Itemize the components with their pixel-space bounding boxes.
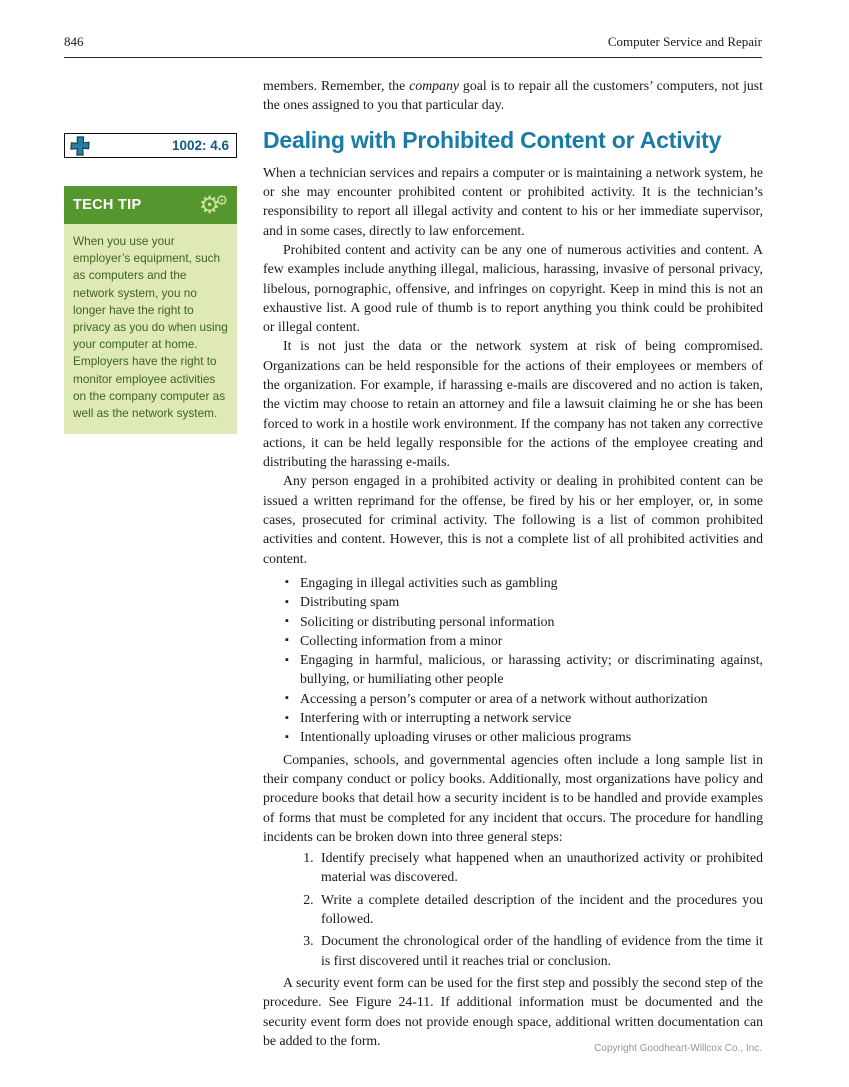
paragraph: When a technician services and repairs a computer or is maintaining a network system, he or she may encounter prohibited content or prohibited activity. It is the technician’s responsibility to report all illegal activity and content to his or her immediate supervisor, and in some cases, directly to law enforcement.	[263, 164, 763, 238]
running-head: Computer Service and Repair	[607, 34, 762, 49]
incident-steps-list	[299, 848, 763, 970]
gear-small-icon	[220, 193, 228, 209]
step-item: 2. Write a complete detailed description of the incident and the procedures you followed.	[317, 890, 763, 929]
bullet-item: ▪ Distributing spam	[285, 592, 763, 611]
cert-objective-label: 1002: 4.6	[171, 138, 229, 153]
paragraph: Any person engaged in a prohibited activity or dealing in prohibited content can be issued a written reprimand for the offense, be fired by his or her employer, or, in some cases, prosecuted for criminal activity. The following is a list of common prohibited activities and content. However, this is not a complete list of all prohibited activities and content.	[263, 473, 763, 566]
paragraph: A security event form can be used for the first step and possibly the second step of the procedure. See Figure 24-11. If additional information must be documented and the security event form does not provide enough space, additional written documentation can be added to the form.	[263, 974, 763, 1048]
main-text-column	[263, 76, 763, 1050]
step-item: 3. Document the chronological order of the handling of evidence from the time it is first discovered until it reaches trial or conclusion.	[317, 931, 763, 970]
bullet-item: ▪ Accessing a person’s computer or area of a network without authorization	[285, 689, 763, 708]
paragraph: Prohibited content and activity can be any one of numerous activities and content. A few examples include anything illegal, malicious, harassing, invasive of personal privacy, libelous, pornographic, offensive, and infringes on copyright. Keep in mind this is not an exhaustive list. A good rule of thumb is to report anything you think could be prohibited or illegal content.	[263, 241, 763, 335]
tech-tip-body: When you use your employer’s equipment, such as computers and the network system, you no longer have the right to privacy as you do when using your computer at home. Employers have the right to monitor employee activities on the company computer as well as the network system.	[64, 224, 237, 434]
step-item: 1. Identify precisely what happened when an unauthorized activity or prohibited material was discovered.	[317, 848, 763, 887]
sidebar	[64, 133, 237, 434]
plus-icon	[69, 136, 91, 156]
section-heading: Dealing with Prohibited Content or Activity	[263, 126, 722, 153]
page-footer	[64, 1043, 762, 1054]
paragraph-continuation	[263, 76, 763, 115]
bullet-item: ▪ Soliciting or distributing personal information	[285, 612, 763, 631]
page-number: 846	[64, 34, 84, 49]
paragraph: Companies, schools, and governmental agencies often include a long sample list in their company conduct or policy books. Additionally, most organizations have policy and procedure books that detail how a security incident is to be handled and provide examples of forms that must be completed for any incident that occurs. The procedure for handling incidents can be broken down into three general steps:	[263, 751, 763, 844]
cert-objective-badge	[64, 133, 237, 158]
tech-tip-box	[64, 186, 237, 434]
paragraph: It is not just the data or the network system at risk of being compromised. Organizations can be held responsible for the actions of their employees or members of the organization. For example, if harassing e-mails are discovered and no action is taken, the victim may choose to retain an attorney and file a lawsuit claiming he or she has been forced to work in a hostile work environment. If the company has not taken any corrective actions, it can be held legally responsible for the actions of the employee creating and distributing the harassing e-mails.	[263, 338, 763, 470]
bullet-item: ▪ Interfering with or interrupting a network service	[285, 708, 763, 727]
intro-emphasis: company	[409, 78, 459, 93]
bullet-item: ▪ Engaging in harmful, malicious, or harassing activity; or discriminating against, bullying, or humiliating other people	[285, 650, 763, 689]
bullet-item: ▪ Collecting information from a minor	[285, 631, 763, 650]
intro-text: members. Remember, the	[263, 78, 410, 93]
intro-text-rest: goal is to repair all the customers’ computers, not just the ones assigned to you that particular day.	[263, 78, 763, 113]
copyright-notice: Copyright Goodheart-Willcox Co., Inc.	[594, 1043, 762, 1054]
bullet-item: ▪ Engaging in illegal activities such as gambling	[285, 573, 763, 592]
prohibited-activities-list	[285, 573, 763, 747]
header-rule	[64, 57, 762, 58]
tech-tip-title: TECH TIP	[73, 197, 142, 213]
gear-icon	[199, 193, 228, 217]
bullet-item: ▪ Intentionally uploading viruses or other malicious programs	[285, 727, 763, 746]
page-header	[64, 34, 762, 50]
tech-tip-header	[64, 186, 237, 224]
